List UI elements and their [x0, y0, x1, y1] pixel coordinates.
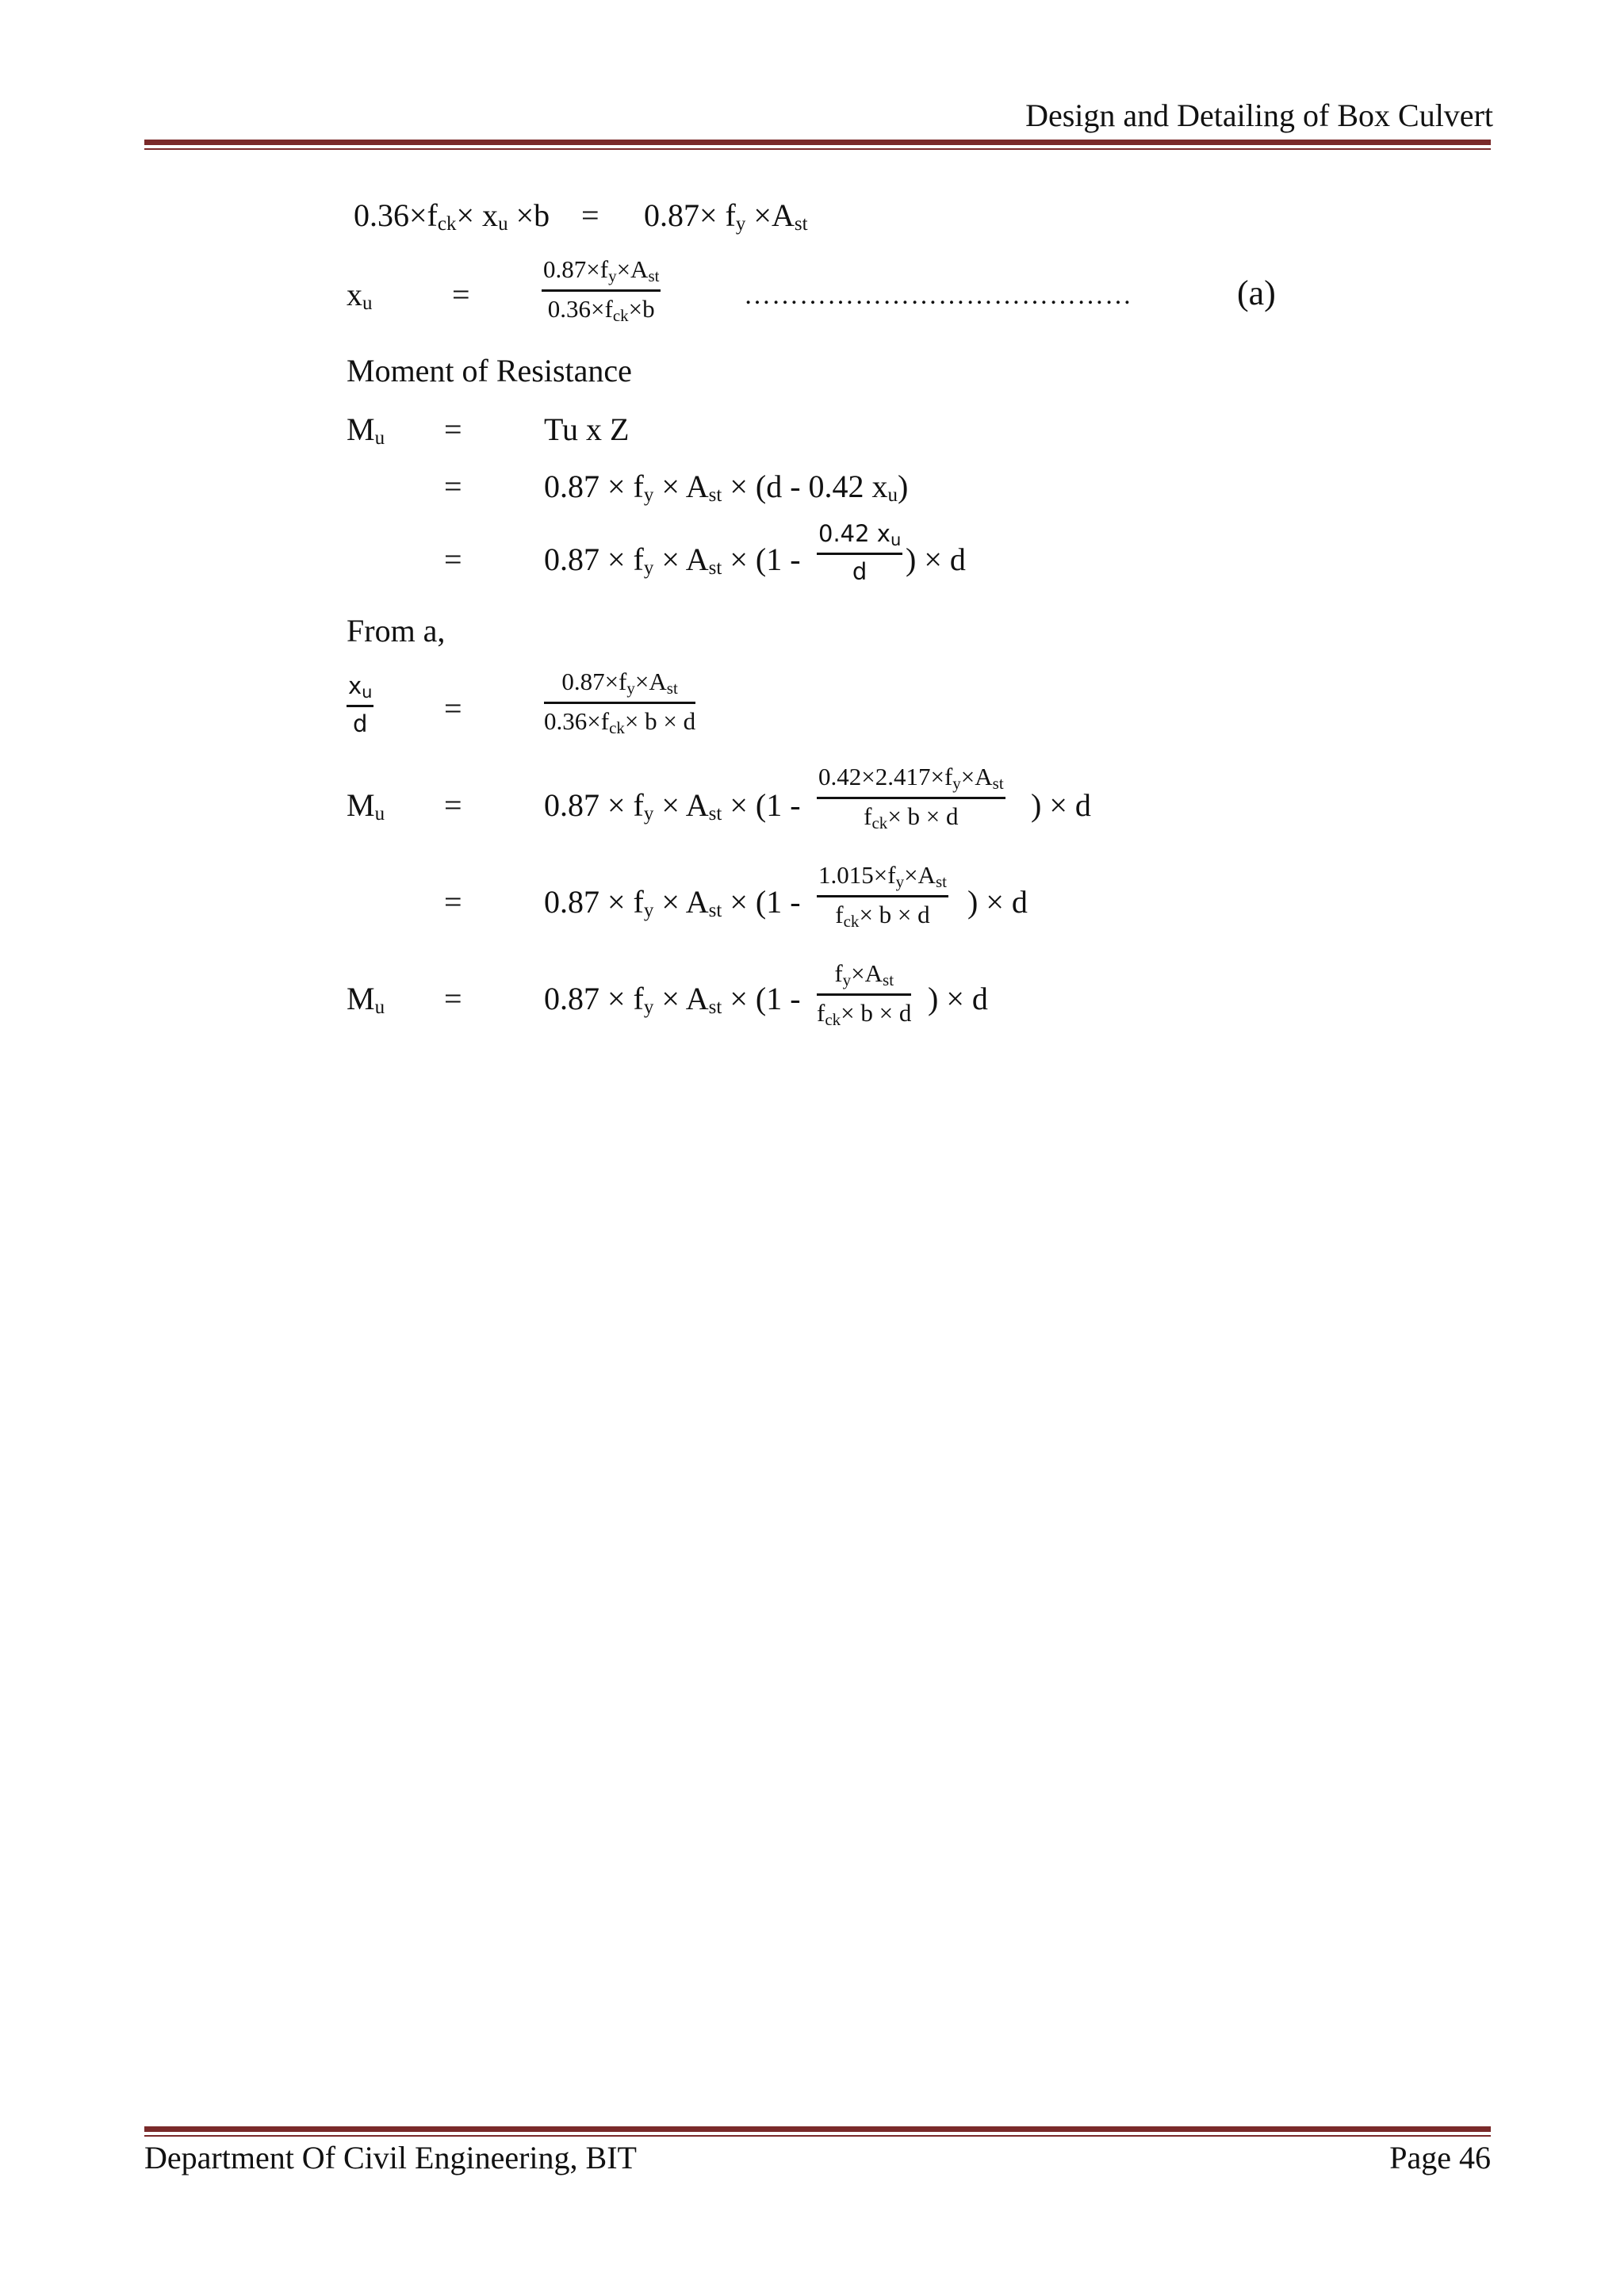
frac6-num-b: ×A [904, 861, 936, 889]
line2-a: 0.87 × f [544, 469, 644, 504]
equation-equilibrium-right [644, 197, 808, 235]
line5-b: × A [653, 884, 709, 920]
line4-c: × (1 - [722, 787, 801, 823]
xud-r-num-y: y [626, 679, 635, 698]
line5-c: × (1 - [722, 884, 801, 920]
frac7-numerator [817, 959, 911, 996]
frac3-u: u [890, 530, 902, 549]
xud-r-num-a: 0.87×f [561, 668, 627, 695]
leader-dots: …………………………………… [744, 281, 1132, 310]
mu3-M: M [347, 981, 375, 1016]
frac5-numerator [817, 763, 1005, 799]
line6-a: 0.87 × f [544, 981, 644, 1016]
line5-st: st [708, 900, 722, 921]
mu-equals-5: = [444, 884, 462, 920]
mu-equals-6: = [444, 981, 462, 1016]
mu-equals-3: = [444, 541, 462, 577]
line2-st: st [708, 484, 722, 506]
xud-denominator: d [353, 710, 368, 737]
frac5-num-st: st [992, 774, 1004, 793]
line6-y: y [643, 997, 654, 1018]
line6-tail: ) × d [928, 981, 988, 1016]
frac7-num-st: st [883, 970, 894, 989]
xu-num-st: st [648, 266, 660, 285]
frac3-num: 0.42 x [818, 520, 891, 547]
frac5-num-y: y [952, 774, 961, 793]
line6-st: st [708, 997, 722, 1018]
fraction-fy-ast [817, 959, 911, 1030]
xu-equals: = [452, 277, 470, 312]
xud-numerator [347, 672, 373, 707]
mu-sub-u: u [374, 427, 385, 449]
xud-right-denominator [544, 704, 695, 738]
frac6-denominator [817, 897, 948, 932]
frac3-numerator [817, 520, 902, 555]
xu-fraction-denominator [542, 292, 661, 326]
line2-u: u [887, 484, 898, 506]
xud-right-numerator [544, 668, 695, 704]
eq1-sub-st: st [794, 213, 808, 235]
frac5-num-a: 0.42×2.417×f [818, 763, 953, 790]
mu-line-5 [544, 883, 801, 922]
fraction-1-015 [817, 861, 948, 932]
xud-equals: = [444, 691, 462, 726]
line4-tail: ) × d [1031, 787, 1091, 823]
frac6-numerator [817, 861, 948, 897]
frac7-den-b: × b × d [841, 999, 912, 1027]
eq1-times: ×A [745, 197, 795, 233]
from-a: From a, [347, 613, 446, 649]
line3-a: 0.87 × f [544, 541, 644, 577]
eq1-equals: = [581, 197, 599, 233]
frac7-den-f: f [817, 999, 825, 1027]
xud-r-den-ck: ck [609, 718, 625, 737]
xu-x: x [347, 277, 362, 312]
xu-fraction-numerator [542, 255, 661, 292]
footer-rule [144, 2126, 1491, 2137]
xud-r-num-b: ×A [634, 668, 667, 695]
line3-c: × (1 - [722, 541, 801, 577]
frac7-denominator [817, 996, 911, 1030]
mu-line-3 [544, 541, 801, 580]
frac6-den-f: f [835, 901, 844, 928]
fraction-xu-over-d [347, 672, 373, 737]
line2-y: y [643, 484, 654, 506]
xu-num-b: ×A [616, 255, 649, 283]
mu2-M: M [347, 787, 375, 823]
xud-r-den-b: × b × d [624, 707, 696, 735]
header-rule [144, 140, 1491, 150]
frac7-num-b: ×A [851, 959, 883, 987]
page-header-title: Design and Detailing of Box Culvert [1025, 98, 1493, 133]
line3-tail: ) × d [906, 541, 966, 577]
xud-r-den-a: 0.36×f [544, 707, 610, 735]
frac6-num-y: y [895, 872, 905, 891]
frac5-denominator [817, 799, 1005, 833]
eq1-left: 0.36×f [354, 197, 438, 233]
eq1-sub-y: y [735, 213, 746, 235]
mu-equals-2: = [444, 469, 462, 504]
eq1-mid: × x [456, 197, 499, 233]
frac7-num-y: y [842, 970, 852, 989]
xud-num-x: x [348, 672, 362, 699]
line5-tail: ) × d [967, 884, 1028, 920]
line2-b: × A [653, 469, 709, 504]
frac6-num-a: 1.015×f [818, 861, 896, 889]
xud-r-num-st: st [666, 679, 678, 698]
frac6-num-st: st [935, 872, 947, 891]
mu-label-2 [347, 786, 385, 825]
xu-den-a: 0.36×f [547, 295, 613, 323]
mu-line-4 [544, 786, 801, 825]
eq1-sub-u: u [498, 213, 508, 235]
line3-y: y [643, 557, 654, 579]
eq1-sub-ck: ck [437, 213, 457, 235]
xu-fraction [542, 255, 661, 326]
mu-tu-z: Tu x Z [544, 411, 630, 447]
footer-department: Department Of Civil Engineering, BIT [144, 2140, 637, 2175]
section-heading-moment-of-resistance: Moment of Resistance [347, 353, 632, 388]
line2-d: ) [898, 469, 909, 504]
xu-sub-u: u [362, 293, 373, 314]
frac7-den-ck: ck [825, 1010, 841, 1029]
mu-label-3 [347, 980, 385, 1019]
line5-y: y [643, 900, 654, 921]
line6-b: × A [653, 981, 709, 1016]
xu-den-b: ×b [628, 295, 655, 323]
equation-equilibrium [354, 197, 550, 235]
line4-st: st [708, 803, 722, 825]
frac3-denominator: d [852, 558, 868, 585]
line2-c: × (d - 0.42 x [722, 469, 888, 504]
frac7-num-a: f [834, 959, 843, 987]
xu-num-a: 0.87×f [543, 255, 609, 283]
line4-a: 0.87 × f [544, 787, 644, 823]
mu-line-6 [544, 980, 801, 1019]
footer-page-number: Page 46 [1389, 2140, 1491, 2175]
frac5-num-b: ×A [960, 763, 993, 790]
xud-right-fraction [544, 668, 695, 738]
mu-line-2 [544, 468, 908, 507]
eq1-right: 0.87× f [644, 197, 736, 233]
xu-den-ck: ck [612, 306, 629, 325]
line6-c: × (1 - [722, 981, 801, 1016]
mu2-sub-u: u [374, 803, 385, 825]
line3-st: st [708, 557, 722, 579]
mu-label-1 [347, 411, 385, 450]
page-footer [144, 2139, 1491, 2176]
frac5-den-f: f [864, 802, 872, 830]
xud-num-u: u [362, 683, 373, 702]
mu-equals-4: = [444, 787, 462, 823]
xu-label [347, 276, 373, 315]
frac6-den-ck: ck [843, 912, 860, 931]
mu-equals-1: = [444, 411, 462, 447]
eq1-b: ×b [508, 197, 550, 233]
xu-num-y: y [608, 266, 617, 285]
line5-a: 0.87 × f [544, 884, 644, 920]
frac5-den-b: × b × d [887, 802, 959, 830]
mu3-sub-u: u [374, 997, 385, 1018]
frac5-den-ck: ck [871, 813, 888, 832]
fraction-042xu-over-d [817, 520, 902, 585]
mu-M: M [347, 411, 375, 447]
frac6-den-b: × b × d [859, 901, 930, 928]
line4-y: y [643, 803, 654, 825]
equation-label-a: (a) [1237, 274, 1276, 312]
fraction-0-42x2-417 [817, 763, 1005, 833]
line4-b: × A [653, 787, 709, 823]
line3-b: × A [653, 541, 709, 577]
